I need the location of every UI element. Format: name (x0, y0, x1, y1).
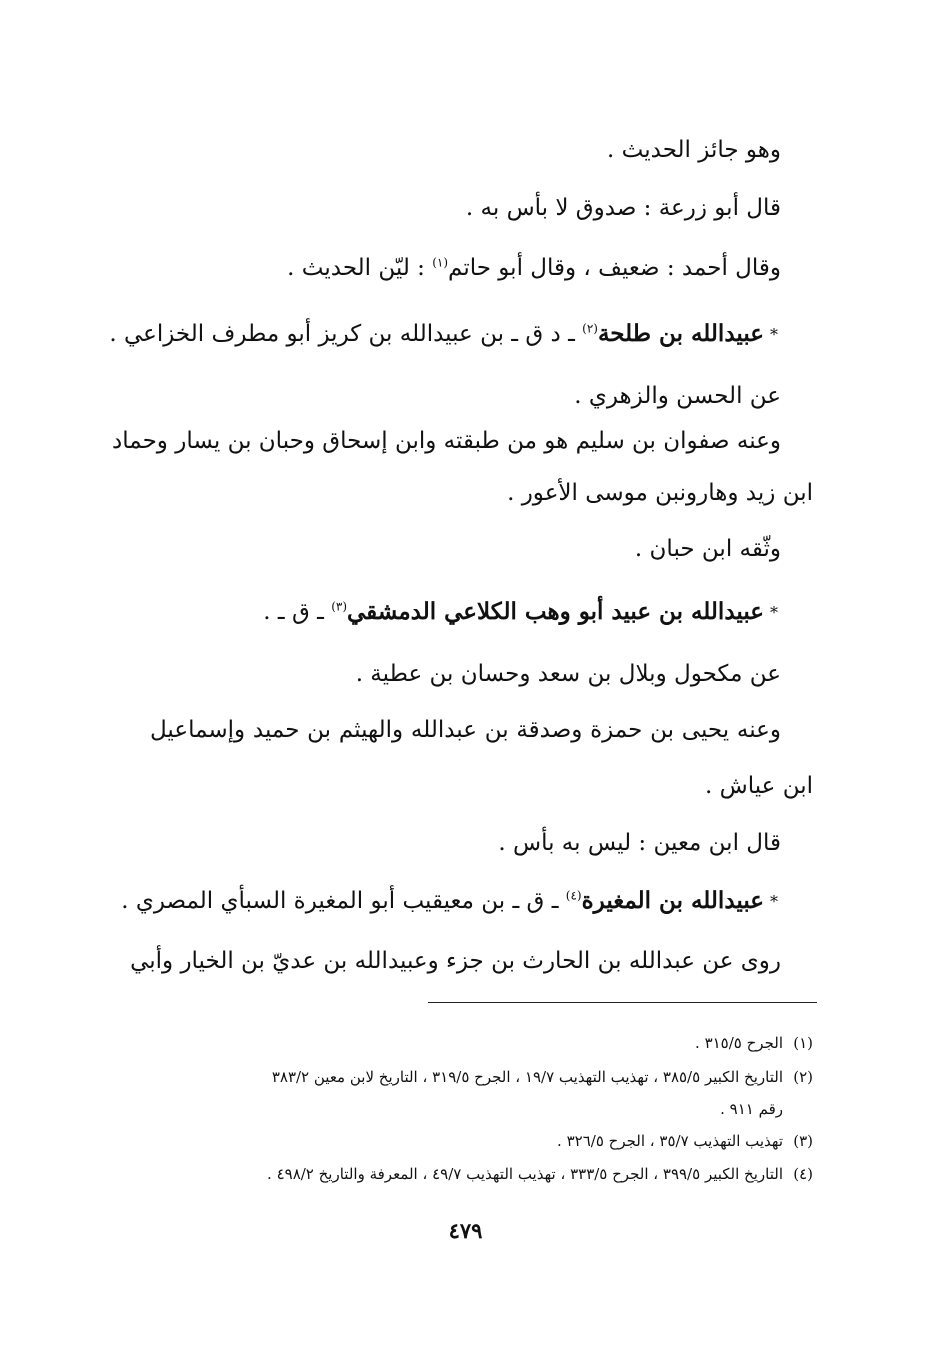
footnote (720, 1098, 783, 1120)
line-text: : ليّن الحديث . (287, 255, 433, 281)
biography-entry-heading (109, 318, 778, 351)
entry-name: عبيدالله بن طلحة (597, 320, 764, 347)
biography-entry-heading (121, 885, 778, 918)
line-text: قال أبو زرعة : صدوق لا بأس به . (465, 195, 781, 221)
footnote-text: التاريخ الكبير ٣٨٥/٥ ، تهذيب التهذيب ١٩/٧ ، الجرح ٣١٩/٥ ، التاريخ لابن معين ٣٨٣/٢ (271, 1068, 783, 1086)
footnote-text: الجرح ٣١٥/٥ . (695, 1034, 783, 1052)
footnote (272, 1066, 813, 1088)
footnote-text: رقم ٩١١ . (720, 1100, 783, 1118)
text-line (466, 192, 781, 224)
entry-name: عبيدالله بن المغيرة (581, 887, 764, 914)
footnote (695, 1032, 813, 1054)
line-text: ابن عياش . (705, 773, 813, 799)
line-text: وقال أحمد : ضعيف ، وقال أبو حاتم (448, 255, 781, 281)
text-line (287, 252, 781, 284)
footnote-text: التاريخ الكبير ٣٩٩/٥ ، الجرح ٣٣٣/٥ ، تهذيب التهذيب ٤٩/٧ ، المعرفة والتاريخ ٤٩٨/٢ . (267, 1165, 783, 1183)
text-line (130, 945, 781, 977)
line-text: وعنه صفوان بن سليم هو من طبقته وابن إسحاق وحبان بن يسار وحماد (112, 428, 781, 454)
footnote-ref[interactable]: (٢) (582, 321, 598, 336)
line-text: ابن زيد وهارونبن موسى الأعور . (507, 480, 813, 506)
entry-details: ـ ق ـ . (263, 599, 332, 625)
line-text: وعنه يحيى بن حمزة وصدقة بن عبدالله والهيثم بن حميد وإسماعيل (150, 717, 781, 743)
biography-entry-heading (263, 596, 778, 629)
entry-details: ـ ق ـ بن معيقيب أبو المغيرة السبأي المصري . (121, 888, 566, 914)
footnote-number: (٢) (793, 1068, 813, 1086)
text-line (507, 477, 813, 509)
text-line (607, 134, 781, 166)
footnote-number: (٣) (793, 1132, 813, 1150)
page-number: ٤٧٩ (448, 1218, 483, 1243)
line-text: عن مكحول وبلال بن سعد وحسان بن عطية . (355, 661, 781, 687)
footnote-text: تهذيب التهذيب ٣٥/٧ ، الجرح ٣٢٦/٥ . (557, 1132, 783, 1150)
entry-name: عبيدالله بن عبيد أبو وهب الكلاعي الدمشقي (347, 598, 764, 625)
entry-marker: * (770, 603, 778, 622)
footnote (557, 1130, 813, 1152)
line-text: عن الحسن والزهري . (574, 383, 781, 409)
line-text: روى عن عبدالله بن الحارث بن جزء وعبيدالله بن عديّ بن الخيار وأبي (130, 948, 781, 974)
entry-marker: * (770, 892, 778, 911)
footnote (267, 1163, 813, 1185)
line-text: وثّقه ابن حبان . (634, 536, 781, 562)
footnote-ref[interactable]: (٣) (331, 599, 348, 614)
footnote-separator (428, 1002, 817, 1003)
text-line (150, 714, 781, 746)
text-line (356, 658, 781, 690)
text-line (705, 770, 813, 802)
text-line (112, 425, 781, 457)
footnote-ref[interactable]: (٤) (565, 888, 582, 903)
text-line (574, 380, 781, 412)
footnote-ref[interactable]: (١) (432, 255, 449, 270)
text-line (635, 533, 781, 565)
entry-details: ـ د ق ـ بن عبيدالله بن كريز أبو مطرف الخزاعي . (109, 321, 583, 347)
text-line (498, 827, 781, 859)
footnote-number: (١) (793, 1034, 813, 1052)
line-text: وهو جائز الحديث . (607, 137, 781, 163)
line-text: قال ابن معين : ليس به بأس . (498, 830, 781, 856)
footnote-number: (٤) (793, 1165, 813, 1183)
entry-marker: * (770, 325, 778, 344)
